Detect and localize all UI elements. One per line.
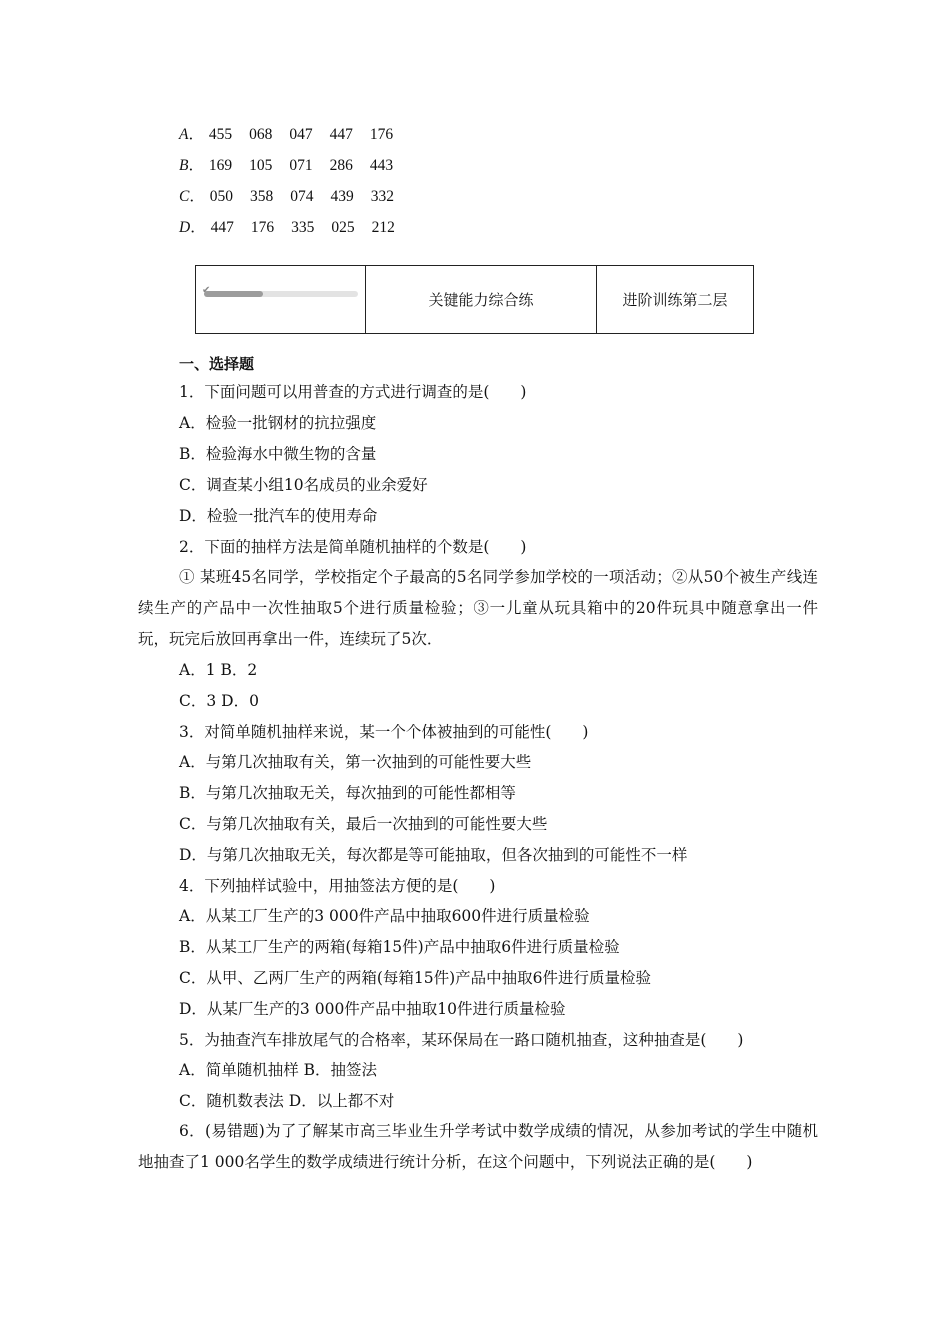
banner-title: 关键能力综合练 [366, 266, 597, 333]
question-2: 2．下面的抽样方法是简单随机抽样的个数是( ) [179, 538, 527, 556]
number: 439 [330, 188, 354, 205]
question-3: 3．对简单随机抽样来说，某一个个体被抽到的可能性( ) [179, 723, 589, 741]
q2-options-cd: C．3 D．0 [179, 692, 259, 710]
number: 025 [331, 219, 355, 236]
number: 447 [329, 126, 353, 143]
q5-options-ab: A．简单随机抽样 B．抽签法 [179, 1061, 378, 1079]
q1-option-b: B．检验海水中微生物的含量 [179, 445, 377, 463]
q4-option-a: A．从某工厂生产的3 000件产品中抽取600件进行质量检验 [179, 907, 590, 925]
number: 335 [291, 219, 315, 236]
option-c-row: C． 050 358 074 439 332 [179, 187, 395, 205]
number: 169 [208, 157, 233, 174]
number: 455 [208, 126, 233, 143]
number: 068 [249, 126, 273, 143]
q3-option-b: B．与第几次抽取无关，每次抽到的可能性都相等 [179, 784, 516, 802]
option-letter: A [179, 126, 189, 143]
progress-bar-fill [204, 291, 263, 297]
number: 105 [249, 157, 273, 174]
option-d-row: D． 447 176 335 025 212 [179, 218, 395, 236]
question-5: 5．为抽查汽车排放尾气的合格率，某环保局在一路口随机抽查，这种抽查是( ) [179, 1031, 744, 1049]
section-heading: 一、选择题 [179, 355, 255, 373]
question-4: 4．下列抽样试验中，用抽签法方便的是( ) [179, 877, 496, 895]
number: 176 [369, 126, 394, 143]
q1-option-c: C．调查某小组10名成员的业余爱好 [179, 476, 428, 494]
q3-option-d: D．与第几次抽取无关，每次都是等可能抽取，但各次抽到的可能性不一样 [179, 846, 688, 864]
option-b-row: B． 169 105 071 286 443 [179, 156, 394, 174]
q4-option-c: C．从甲、乙两厂生产的两箱(每箱15件)产品中抽取6件进行质量检验 [179, 969, 652, 987]
q3-option-a: A．与第几次抽取有关，第一次抽到的可能性要大些 [179, 753, 532, 771]
number: 047 [289, 126, 313, 143]
question-6: 6．(易错题)为了了解某市高三毕业生升学考试中数学成绩的情况，从参加考试的学生中随机地抽查了1 000名学生的数学成绩进行统计分析，在这个问题中，下列说法正确的是( ) [138, 1122, 818, 1171]
number: 332 [370, 188, 395, 205]
question-2-body: ① 某班45名同学，学校指定个子最高的5名同学参加学校的一项活动；②从50个被生产线连续生产的产品中一次性抽取5个进行质量检验；③一儿童从玩具箱中的20件玩具中随意拿出一件玩，玩完后放回再拿出一件，连续玩了5次． [138, 568, 818, 648]
q1-option-a: A．检验一批钢材的抗拉强度 [179, 414, 377, 432]
q2-options-ab: A．1 B．2 [179, 661, 258, 679]
progress-bar [204, 291, 358, 297]
number: 358 [250, 188, 274, 205]
option-letter: B [179, 157, 189, 174]
banner-progress-cell [196, 266, 366, 333]
option-letter: C [179, 188, 190, 205]
number: 071 [289, 157, 313, 174]
number: 447 [210, 219, 234, 236]
q4-option-b: B．从某工厂生产的两箱(每箱15件)产品中抽取6件进行质量检验 [179, 938, 620, 956]
q3-option-c: C．与第几次抽取有关，最后一次抽到的可能性要大些 [179, 815, 548, 833]
number: 286 [329, 157, 353, 174]
option-letter: D [179, 219, 191, 236]
question-1: 1．下面问题可以用普查的方式进行调查的是( ) [179, 383, 527, 401]
banner-subtitle: 进阶训练第二层 [622, 291, 728, 309]
q4-option-d: D．从某厂生产的3 000件产品中抽取10件进行质量检验 [179, 1000, 566, 1018]
number: 176 [250, 219, 275, 236]
number: 212 [371, 219, 395, 236]
number: 074 [290, 188, 314, 205]
option-a-row: A． 455 068 047 447 176 [179, 125, 394, 143]
q5-options-cd: C．随机数表法 D．以上都不对 [179, 1092, 395, 1110]
section-banner [195, 265, 754, 334]
q1-option-d: D．检验一批汽车的使用寿命 [179, 507, 378, 525]
check-icon: ✔ [202, 285, 211, 296]
number: 443 [369, 157, 394, 174]
number: 050 [209, 188, 234, 205]
